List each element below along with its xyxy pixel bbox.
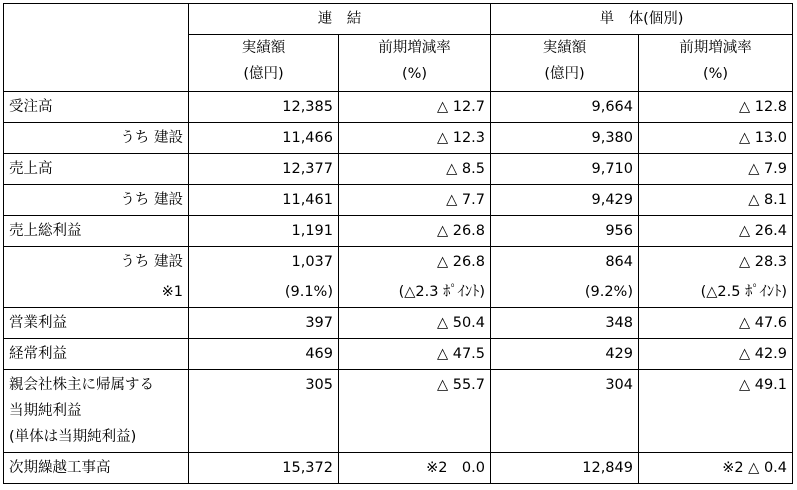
table-row	[4, 92, 793, 123]
header-standalone-actual	[491, 35, 639, 92]
standalone-change: △ 28.3	[639, 247, 793, 278]
header-change-line1: 前期増減率	[378, 40, 451, 56]
standalone-change: △ 12.8	[639, 92, 793, 123]
consolidated-change: △ 47.5	[339, 339, 491, 370]
table-row	[4, 339, 793, 370]
standalone-margin: (9.2%)	[491, 277, 639, 308]
financial-results-table	[3, 3, 793, 484]
standalone-value: 956	[491, 216, 639, 247]
header-change-line2: (%)	[401, 66, 428, 82]
consolidated-value: 12,377	[189, 154, 339, 185]
standalone-value: 12,849	[491, 453, 639, 484]
table-row	[4, 216, 793, 247]
table-row	[4, 247, 793, 278]
header-standalone: 単 体(個別)	[491, 4, 793, 35]
row-label-line1: 親会社株主に帰属する	[9, 377, 154, 393]
row-label-line2: 当期純利益	[9, 403, 82, 419]
consolidated-value: 11,461	[189, 185, 339, 216]
standalone-change: △ 47.6	[639, 308, 793, 339]
header-consolidated-change	[339, 35, 491, 92]
header-consolidated: 連 結	[189, 4, 491, 35]
standalone-change: △ 42.9	[639, 339, 793, 370]
table-row	[4, 370, 793, 453]
row-label: うち 建設	[4, 247, 189, 278]
standalone-change: △ 26.4	[639, 216, 793, 247]
consolidated-value: 11,466	[189, 123, 339, 154]
standalone-value: 9,664	[491, 92, 639, 123]
table-row	[4, 185, 793, 216]
header-row-groups	[4, 4, 793, 35]
table-row	[4, 154, 793, 185]
consolidated-margin: (9.1%)	[189, 277, 339, 308]
consolidated-change: △ 26.8	[339, 216, 491, 247]
standalone-change: △ 7.9	[639, 154, 793, 185]
header-blank-cell	[4, 4, 189, 92]
row-label-note: ※1	[4, 277, 189, 308]
table-row	[4, 277, 793, 308]
row-label-line3: (単体は当期純利益)	[9, 429, 137, 445]
consolidated-value: 397	[189, 308, 339, 339]
header-actual-line1: 実績額	[542, 40, 587, 56]
standalone-value: 429	[491, 339, 639, 370]
table-row	[4, 308, 793, 339]
row-label: 営業利益	[4, 308, 189, 339]
row-label: 経常利益	[4, 339, 189, 370]
header-consolidated-actual	[189, 35, 339, 92]
consolidated-value: 12,385	[189, 92, 339, 123]
standalone-change: △ 13.0	[639, 123, 793, 154]
header-actual-line1: 実績額	[241, 40, 286, 56]
consolidated-change: △ 7.7	[339, 185, 491, 216]
consolidated-value: 15,372	[189, 453, 339, 484]
standalone-value: 9,380	[491, 123, 639, 154]
standalone-value: 348	[491, 308, 639, 339]
consolidated-change: △ 8.5	[339, 154, 491, 185]
consolidated-change: △ 50.4	[339, 308, 491, 339]
consolidated-change: ※2 0.0	[339, 453, 491, 484]
standalone-value: 9,429	[491, 185, 639, 216]
row-label: うち 建設	[4, 185, 189, 216]
consolidated-value: 1,191	[189, 216, 339, 247]
standalone-margin-change: (△2.5 ﾎﾟｲﾝﾄ)	[639, 277, 793, 308]
table-row	[4, 453, 793, 484]
consolidated-change: △ 12.3	[339, 123, 491, 154]
consolidated-change: △ 12.7	[339, 92, 491, 123]
consolidated-change: △ 55.7	[339, 370, 491, 453]
standalone-value: 864	[491, 247, 639, 278]
consolidated-value: 1,037	[189, 247, 339, 278]
header-change-line2: (%)	[702, 66, 729, 82]
row-label: 次期繰越工事高	[4, 453, 189, 484]
consolidated-margin-change: (△2.3 ﾎﾟｲﾝﾄ)	[339, 277, 491, 308]
consolidated-value: 305	[189, 370, 339, 453]
standalone-value: 9,710	[491, 154, 639, 185]
standalone-value: 304	[491, 370, 639, 453]
standalone-change: △ 8.1	[639, 185, 793, 216]
row-label: 売上総利益	[4, 216, 189, 247]
consolidated-change: △ 26.8	[339, 247, 491, 278]
consolidated-value: 469	[189, 339, 339, 370]
standalone-change: ※2 △ 0.4	[639, 453, 793, 484]
row-label: 売上高	[4, 154, 189, 185]
row-label: うち 建設	[4, 123, 189, 154]
standalone-change: △ 49.1	[639, 370, 793, 453]
header-change-line1: 前期増減率	[679, 40, 752, 56]
header-standalone-change	[639, 35, 793, 92]
row-label: 受注高	[4, 92, 189, 123]
header-actual-line2: (億円)	[243, 66, 284, 82]
row-label-multiline	[4, 370, 189, 453]
header-actual-line2: (億円)	[544, 66, 585, 82]
table-row	[4, 123, 793, 154]
